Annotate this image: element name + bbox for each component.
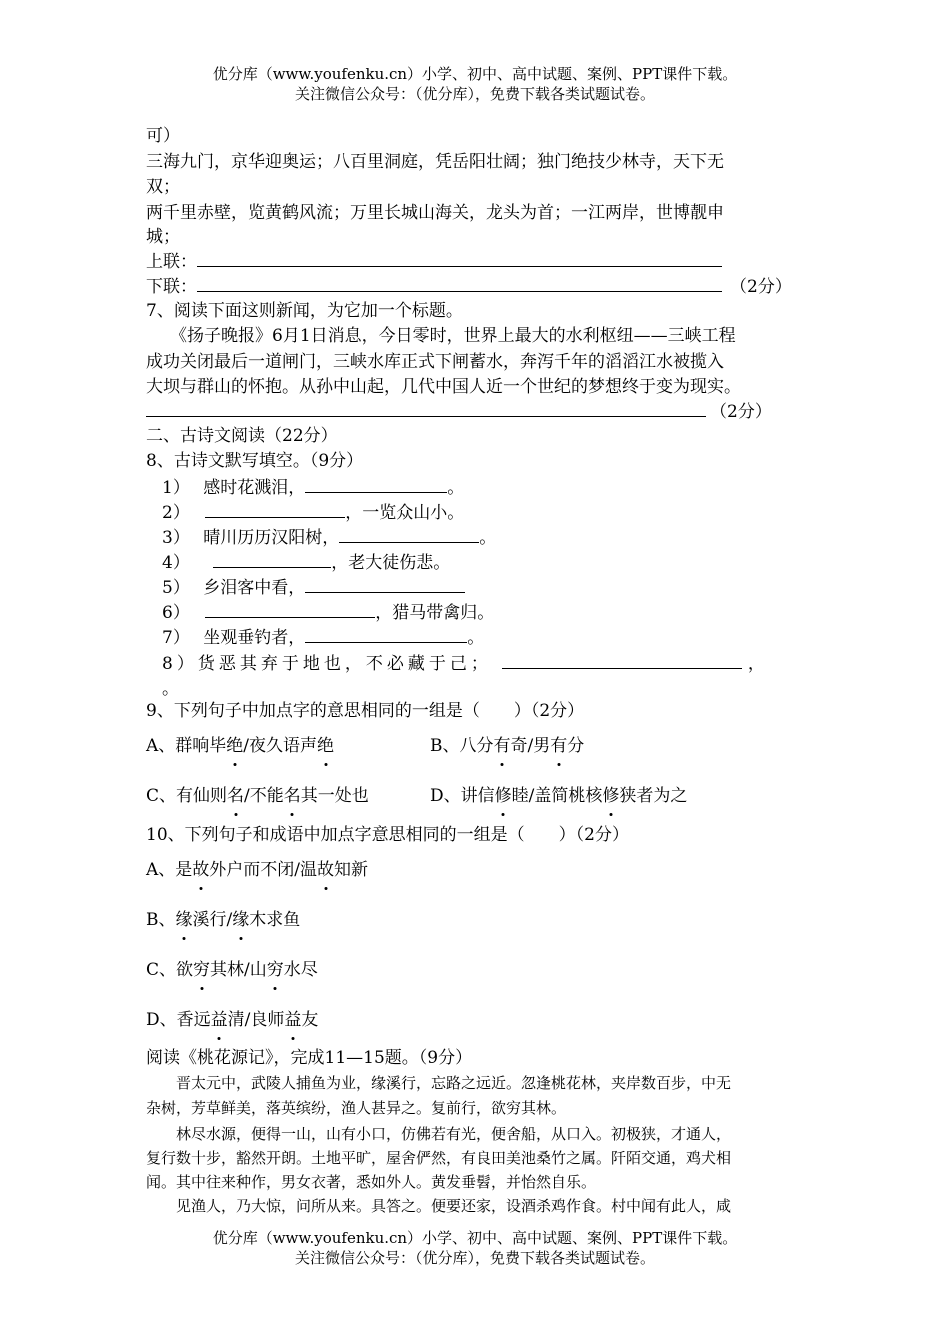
lower-couplet-blank[interactable] bbox=[197, 273, 722, 292]
q9-option-b[interactable] bbox=[430, 733, 584, 759]
option-text: A、是 bbox=[146, 860, 193, 880]
option-text: 睦/盖简桃核 bbox=[511, 786, 603, 806]
q6-line-1b: 双； bbox=[146, 177, 180, 197]
option-text: C、欲 bbox=[146, 960, 194, 980]
upper-couplet-row bbox=[146, 248, 722, 275]
q8-item-8-tail: 。 bbox=[162, 679, 179, 699]
dotted-char: 益 bbox=[284, 1007, 301, 1033]
q8-item-7 bbox=[162, 624, 484, 651]
q7-para-2: 成功关闭最后一道闸门，三峡水库正式下闸蓄水，奔泻千年的滔滔江水被揽入 bbox=[146, 352, 724, 372]
q8-item-4-blank[interactable] bbox=[213, 549, 331, 568]
reading-title: 阅读《桃花源记》，完成11—15题。（9分） bbox=[146, 1048, 473, 1068]
q10-option-a[interactable] bbox=[146, 857, 368, 883]
upper-couplet-label: 上联： bbox=[146, 252, 197, 272]
q8-item-2 bbox=[162, 499, 464, 526]
lower-couplet-label: 下联： bbox=[146, 277, 197, 297]
dotted-char: 故 bbox=[192, 857, 209, 883]
q8-item-6 bbox=[162, 599, 494, 626]
page-header bbox=[0, 64, 950, 104]
q7-answer-row bbox=[146, 398, 772, 425]
reading-line: 林尽水源，便得一山，山有小口，仿佛若有光，便舍船，从口入。初极狭，才通人， bbox=[176, 1125, 732, 1143]
q8-item-1 bbox=[162, 474, 464, 501]
option-text: B、八分 bbox=[430, 736, 494, 756]
q10-option-c[interactable] bbox=[146, 957, 318, 983]
q6-line-2: 两千里赤壁，览黄鹤风流；万里长城山海关，龙头为首；一江两岸，世博靓申 bbox=[146, 203, 724, 223]
dotted-char: 有 bbox=[494, 733, 511, 759]
q7-para-3: 大坝与群山的怀抱。从孙中山起，几代中国人近一个世纪的梦想终于变为现实。 bbox=[146, 377, 741, 397]
option-text: D、香远 bbox=[146, 1010, 211, 1030]
option-text: /夜久语声 bbox=[243, 736, 318, 756]
q8-item-text: ，老大徒伤悲。 bbox=[331, 553, 451, 573]
option-text: 溪行/ bbox=[192, 910, 233, 930]
q8-item-text: 晴川历历汉阳树， bbox=[203, 528, 340, 548]
option-text: C、有仙则 bbox=[146, 786, 228, 806]
upper-couplet-blank[interactable] bbox=[197, 248, 722, 267]
option-text: 木求鱼 bbox=[249, 910, 301, 930]
reading-line: 见渔人，乃大惊，问所从来。具答之。便要还家，设酒杀鸡作食。村中闻有此人，咸 bbox=[176, 1197, 732, 1215]
reading-line: 闻。其中往来种作，男女衣著，悉如外人。黄发垂髫，并怡然自乐。 bbox=[146, 1173, 597, 1191]
q9-title: 9、下列句子中加点字的意思相同的一组是（ ）（2分） bbox=[146, 701, 585, 721]
q7-answer-blank[interactable] bbox=[146, 398, 706, 417]
q8-item-5 bbox=[162, 574, 465, 601]
reading-line: 复行数十步，豁然开朗。土地平旷，屋舍俨然，有良田美池桑竹之属。阡陌交通，鸡犬相 bbox=[146, 1149, 732, 1167]
q8-item-num: 6） bbox=[162, 603, 190, 623]
q9-option-a[interactable] bbox=[146, 733, 334, 759]
reading-line: 杂树，芳草鲜美，落英缤纷，渔人甚异之。复前行，欲穷其林。 bbox=[146, 1099, 567, 1117]
q10-option-d[interactable] bbox=[146, 1007, 318, 1033]
q10-option-b[interactable] bbox=[146, 907, 300, 933]
option-text: /不能 bbox=[244, 786, 284, 806]
dotted-char: 修 bbox=[602, 783, 619, 809]
q8-item-1-blank[interactable] bbox=[305, 474, 447, 493]
q8-item-num: 7） bbox=[162, 628, 190, 648]
reading-line: 晋太元中，武陵人捕鱼为业，缘溪行，忘路之远近。忽逢桃花林，夹岸数百步，中无 bbox=[176, 1074, 732, 1092]
option-text: 分 bbox=[567, 736, 585, 756]
option-text: 水尽 bbox=[283, 960, 318, 980]
dotted-char: 益 bbox=[211, 1007, 228, 1033]
q8-item-num: 1） bbox=[162, 478, 190, 498]
dotted-char: 缘 bbox=[232, 907, 249, 933]
q8-item-8-blank[interactable] bbox=[502, 650, 742, 669]
dotted-char: 有 bbox=[550, 733, 567, 759]
option-text: B、 bbox=[146, 910, 176, 930]
option-text: 其一处也 bbox=[300, 786, 369, 806]
q8-item-6-blank[interactable] bbox=[205, 599, 375, 618]
option-text: 外户而不闭/温 bbox=[209, 860, 318, 880]
q8-item-3-blank[interactable] bbox=[339, 524, 479, 543]
dotted-char: 缘 bbox=[176, 907, 193, 933]
q8-item-text: ，一览众山小。 bbox=[345, 503, 465, 523]
q8-item-text: 乡泪客中看， bbox=[203, 578, 306, 598]
dotted-char: 名 bbox=[227, 783, 244, 809]
lower-couplet-row bbox=[146, 273, 792, 300]
header-line-1: 优分库（www.youfenku.cn）小学、初中、高中试题、案例、PPT课件下载。 bbox=[212, 65, 738, 83]
dotted-char: 故 bbox=[317, 857, 334, 883]
q8-item-num: 3） bbox=[162, 528, 190, 548]
q9-option-c[interactable] bbox=[146, 783, 369, 809]
q8-item-text: 感时花溅泪， bbox=[203, 478, 306, 498]
q8-item-text: 。 bbox=[479, 528, 497, 548]
q8-item-num: 4） bbox=[162, 553, 190, 573]
q8-item-4 bbox=[162, 549, 450, 576]
q8-item-text: 。 bbox=[447, 478, 465, 498]
q8-item-text: ，猎马带禽归。 bbox=[375, 603, 495, 623]
q8-item-3 bbox=[162, 524, 496, 551]
section-2-title: 二、古诗文阅读（22分） bbox=[146, 426, 338, 446]
option-text: 狭者为之 bbox=[619, 786, 688, 806]
dotted-char: 名 bbox=[284, 783, 301, 809]
option-text: 清/良师 bbox=[227, 1010, 285, 1030]
q6-score: （2分） bbox=[730, 277, 792, 297]
q7-para-1: 《扬子晚报》6月1日消息，今日零时，世界上最大的水利枢纽——三峡工程 bbox=[170, 326, 736, 346]
page-footer bbox=[0, 1228, 950, 1268]
option-text: 奇/男 bbox=[510, 736, 551, 756]
q8-item-8-text: 8）货恶其弃于地也，不必藏于己； bbox=[162, 654, 492, 674]
dotted-char: 修 bbox=[495, 783, 512, 809]
q8-item-num: 5） bbox=[162, 578, 190, 598]
q8-item-8 bbox=[162, 650, 769, 677]
option-text: A、群响毕 bbox=[146, 736, 227, 756]
footer-line-2: 关注微信公众号：（优分库），免费下载各类试题试卷。 bbox=[294, 1249, 655, 1267]
q7-score: （2分） bbox=[710, 402, 772, 422]
option-text: 知新 bbox=[334, 860, 369, 880]
option-text: 其林/山 bbox=[210, 960, 267, 980]
option-text: D、讲信 bbox=[430, 786, 495, 806]
q10-title: 10、下列句子和成语中加点字意思相同的一组是（ ）（2分） bbox=[146, 825, 629, 845]
q8-item-7-blank[interactable] bbox=[305, 624, 467, 643]
q8-item-2-blank[interactable] bbox=[205, 499, 345, 518]
option-text: 友 bbox=[301, 1010, 319, 1030]
q6-line-1: 三海九门，京华迎奥运；八百里洞庭，凭岳阳壮阔；独门绝技少林寺，天下无 bbox=[146, 152, 724, 172]
q8-item-text: 坐观垂钓者， bbox=[203, 628, 306, 648]
dotted-char: 绝 bbox=[226, 733, 243, 759]
footer-line-1: 优分库（www.youfenku.cn）小学、初中、高中试题、案例、PPT课件下载。 bbox=[212, 1229, 738, 1247]
q6-line-2b: 城； bbox=[146, 227, 180, 247]
dotted-char: 穷 bbox=[193, 957, 210, 983]
dotted-char: 绝 bbox=[317, 733, 334, 759]
header-line-2: 关注微信公众号：（优分库），免费下载各类试题试卷。 bbox=[294, 85, 655, 103]
dotted-char: 穷 bbox=[267, 957, 284, 983]
q8-item-num: 2） bbox=[162, 503, 190, 523]
q7-title: 7、阅读下面这则新闻，为它加一个标题。 bbox=[146, 301, 463, 321]
q8-title: 8、古诗文默写填空。（9分） bbox=[146, 451, 364, 471]
q8-item-5-blank[interactable] bbox=[305, 574, 465, 593]
q8-item-8-comma: ， bbox=[747, 654, 769, 674]
q6-continuation: 可） bbox=[146, 126, 180, 146]
q9-option-d[interactable] bbox=[430, 783, 687, 809]
q8-item-text: 。 bbox=[467, 628, 485, 648]
